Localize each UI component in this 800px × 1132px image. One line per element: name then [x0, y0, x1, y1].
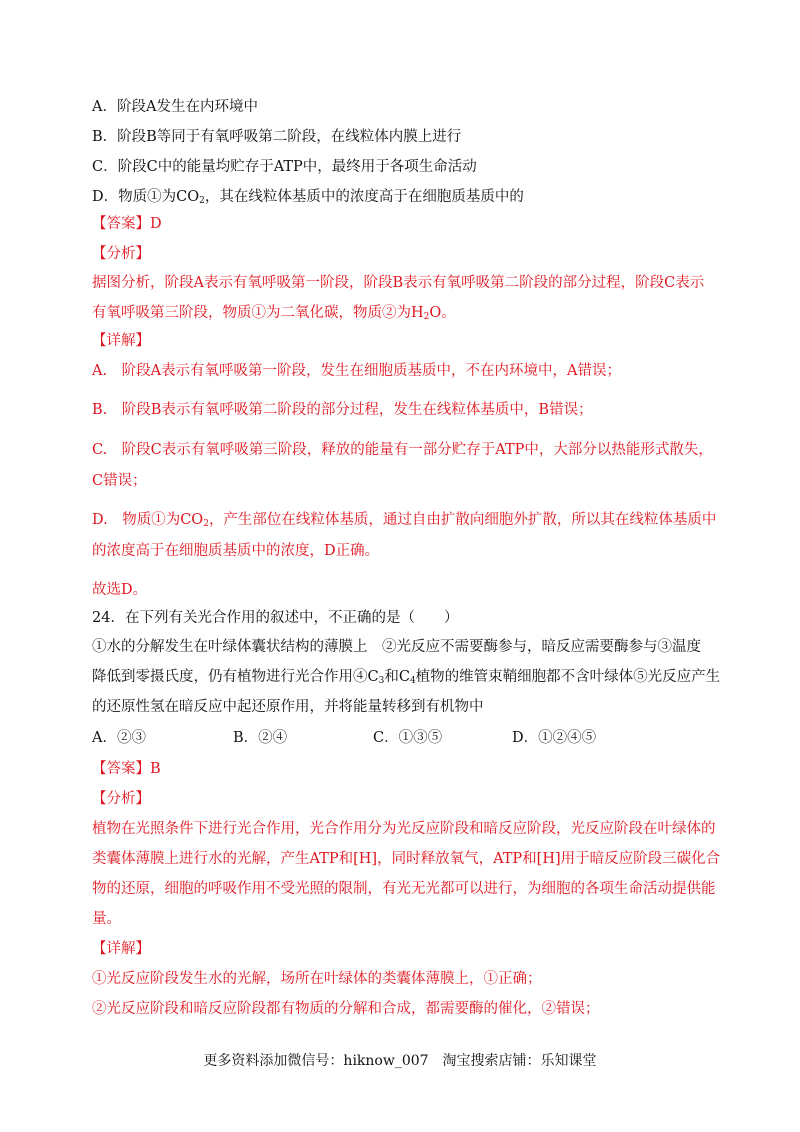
q24-option-c: C．①③⑤ [373, 730, 443, 746]
q24-option-b: B．②④ [233, 730, 288, 746]
subscript: 3 [378, 676, 385, 686]
q24-option-a: A．②③ [92, 730, 146, 746]
q24-answer: 【答案】B [92, 761, 161, 777]
q24-stem: 24．在下列有关光合作用的叙述中，不正确的是（ ） [92, 610, 459, 626]
q23-detail-heading: 【详解】 [92, 333, 150, 349]
subscript: 2 [203, 519, 209, 529]
text: ，其在线粒体基质中的浓度高于在细胞质基质中的 [204, 189, 524, 205]
q24-analysis-line-1: 植物在光照条件下进行光合作用，光合作用分为光反应阶段和暗反应阶段，光反应阶段在叶绿体的 [92, 821, 716, 837]
q23-option-b: B．阶段B等同于有氧呼吸第二阶段，在线粒体内膜上进行 [92, 129, 462, 145]
q23-answer: 【答案】D [92, 216, 162, 232]
q24-detail-heading: 【详解】 [92, 941, 150, 957]
q23-detail-a: A. 阶段A表示有氧呼吸第一阶段，发生在细胞质基质中，不在内环境中，A错误； [92, 363, 622, 379]
q24-analysis-line-2: 类囊体薄膜上进行水的光解，产生ATP和[H]，同时释放氧气，ATP和[H]用于暗反应阶段三碳化合 [92, 851, 721, 867]
q24-option-d: D．①②④⑤ [512, 730, 597, 746]
q23-detail-c-line-1: C. 阶段C表示有氧呼吸第三阶段，释放的能量有一部分贮存于ATP中，大部分以热能形式散失， [92, 442, 713, 458]
text: D．物质①为CO [92, 189, 200, 205]
text: 降低到零摄氏度，仍有植物进行光合作用④C [92, 669, 379, 685]
subscript: 2 [423, 312, 430, 322]
q23-detail-c-line-2: C错误； [92, 473, 147, 489]
page-footer: 更多资料添加微信号：hiknow_007 淘宝搜索店铺：乐知课堂 [203, 1053, 597, 1069]
q24-detail-2: ②光反应阶段和暗反应阶段都有物质的分解和合成，都需要酶的催化，②错误； [92, 1001, 600, 1017]
q24-statement-line-3: 的还原性氢在暗反应中起还原作用，并将能量转移到有机物中 [92, 699, 484, 715]
text: D. 物质①为CO [92, 512, 204, 528]
q23-detail-d-line-1 [92, 510, 720, 534]
q24-analysis-heading: 【分析】 [92, 791, 150, 807]
q24-detail-1: ①光反应阶段发生水的光解，场所在叶绿体的类囊体薄膜上，①正确； [92, 971, 542, 987]
text: 和C [384, 669, 410, 685]
text: 有氧呼吸第三阶段，物质①为二氧化碳，物质②为H [92, 305, 424, 321]
q23-option-a: A．阶段A发生在内环境中 [92, 99, 258, 115]
q23-analysis-line-2 [92, 303, 720, 327]
q23-detail-d-line-2: 的浓度高于在细胞质基质中的浓度，D正确。 [92, 543, 380, 559]
q24-statement-line-1: ①水的分解发生在叶绿体囊状结构的薄膜上 ②光反应不需要酶参与，暗反应需要酶参与③温度 [92, 639, 701, 655]
q24-statement-line-2 [92, 667, 720, 691]
q23-analysis-line-1: 据图分析，阶段A表示有氧呼吸第一阶段，阶段B表示有氧呼吸第二阶段的部分过程，阶段C表示 [92, 275, 705, 291]
q24-analysis-line-3: 物的还原，细胞的呼吸作用不受光照的限制，有光无光都可以进行，为细胞的各项生命活动提供能 [92, 881, 716, 897]
q23-option-d [92, 187, 720, 211]
q24-options [92, 728, 720, 748]
q23-detail-b: B. 阶段B表示有氧呼吸第二阶段的部分过程，发生在线粒体基质中，B错误； [92, 402, 593, 418]
q23-conclusion: 故选D。 [92, 582, 148, 598]
q23-analysis-heading: 【分析】 [92, 246, 150, 262]
text: ，产生部位在线粒体基质，通过自由扩散向细胞外扩散，所以其在线粒体基质中 [208, 512, 717, 528]
subscript: 4 [409, 676, 416, 686]
q23-option-c: C．阶段C中的能量均贮存于ATP中，最终用于各项生命活动 [92, 159, 477, 175]
text: O。 [429, 305, 456, 321]
q24-analysis-line-4: 量。 [92, 911, 121, 927]
subscript: 2 [199, 196, 205, 206]
text: 植物的维管束鞘细胞都不含叶绿体⑤光反应产生 [415, 669, 721, 685]
